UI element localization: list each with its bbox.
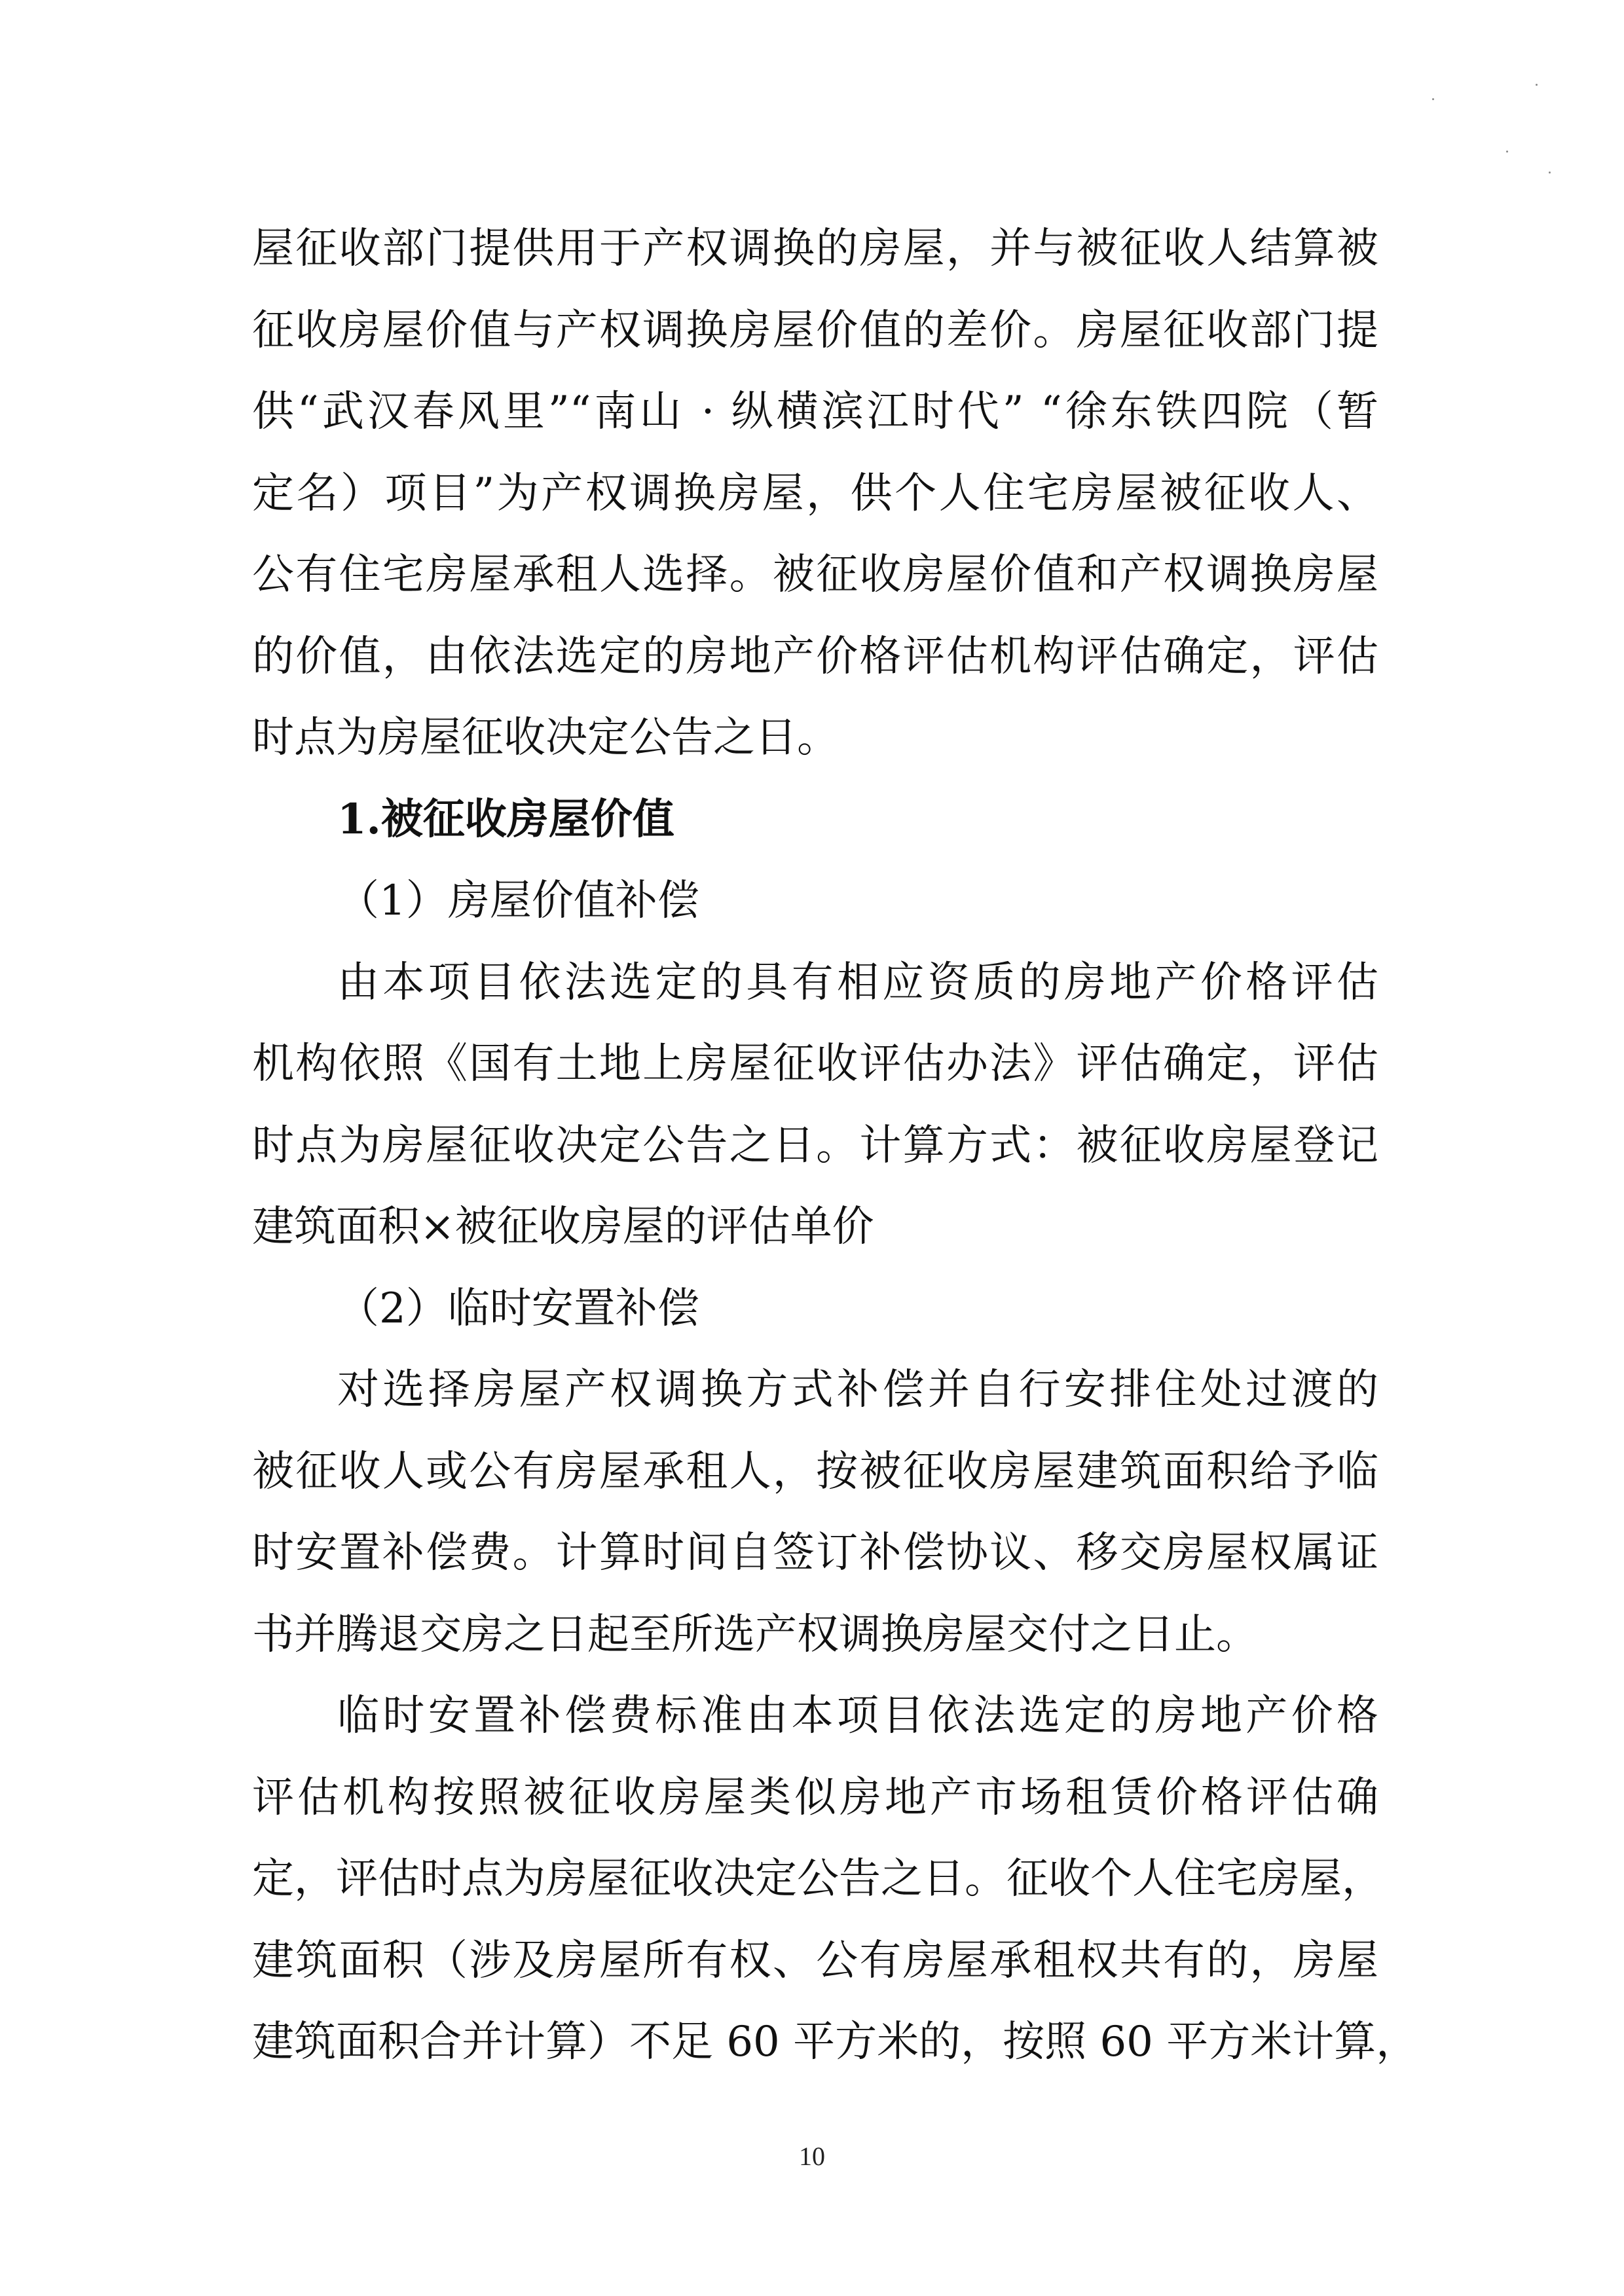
paragraph-line: 临时安置补偿费标准由本项目依法选定的房地产价格 <box>337 1692 1378 1740</box>
subsection-heading: （1）房屋价值补偿 <box>337 877 699 925</box>
paragraph-line: 由本项目依法选定的具有相应资质的房地产价格评估 <box>337 958 1378 1007</box>
scan-speck <box>1536 84 1538 86</box>
scan-speck <box>1549 172 1551 173</box>
paragraph-line: 供“武汉春风里”“南山 · 纵横滨江时代” “徐东铁四院（暂 <box>252 388 1378 436</box>
paragraph-line: 建筑面积合并计算）不足 60 平方米的，按照 60 平方米计算， <box>252 2018 1418 2066</box>
paragraph-line: 时安置补偿费。计算时间自签订补偿协议、移交房屋权属证 <box>252 1529 1378 1577</box>
paragraph-line: 机构依照《国有土地上房屋征收评估办法》评估确定，评估 <box>252 1040 1378 1088</box>
section-heading: 1.被征收房屋价值 <box>337 794 674 844</box>
scan-speck <box>1506 151 1508 153</box>
paragraph-line: 时点为房屋征收决定公告之日。计算方式：被征收房屋登记 <box>252 1121 1378 1170</box>
paragraph-line: 评估机构按照被征收房屋类似房地产市场租赁价格评估确 <box>252 1773 1378 1822</box>
paragraph-line: 屋征收部门提供用于产权调换的房屋，并与被征收人结算被 <box>252 225 1378 273</box>
paragraph-line: 建筑面积×被征收房屋的评估单价 <box>252 1203 874 1251</box>
paragraph-line: 建筑面积（涉及房屋所有权、公有房屋承租权共有的，房屋 <box>252 1936 1378 1985</box>
paragraph-line: 定，评估时点为房屋征收决定公告之日。征收个人住宅房屋， <box>252 1855 1384 1903</box>
paragraph-line: 征收房屋价值与产权调换房屋价值的差价。房屋征收部门提 <box>252 306 1378 355</box>
subsection-heading: （2）临时安置补偿 <box>337 1284 699 1333</box>
paragraph-line: 被征收人或公有房屋承租人，按被征收房屋建筑面积给予临 <box>252 1447 1378 1496</box>
paragraph-line: 的价值，由依法选定的房地产价格评估机构评估确定，评估 <box>252 632 1378 681</box>
paragraph-line: 时点为房屋征收决定公告之日。 <box>252 714 839 762</box>
paragraph-line: 对选择房屋产权调换方式补偿并自行安排住处过渡的 <box>337 1366 1378 1414</box>
body-text <box>252 208 1418 2083</box>
paragraph-line: 定名）项目”为产权调换房屋，供个人住宅房屋被征收人、 <box>252 469 1378 518</box>
scan-speck <box>1432 98 1434 100</box>
page-number: 10 <box>799 2141 825 2171</box>
paragraph-line: 公有住宅房屋承租人选择。被征收房屋价值和产权调换房屋 <box>252 551 1378 599</box>
paragraph-line: 书并腾退交房之日起至所选产权调换房屋交付之日止。 <box>252 1610 1258 1659</box>
